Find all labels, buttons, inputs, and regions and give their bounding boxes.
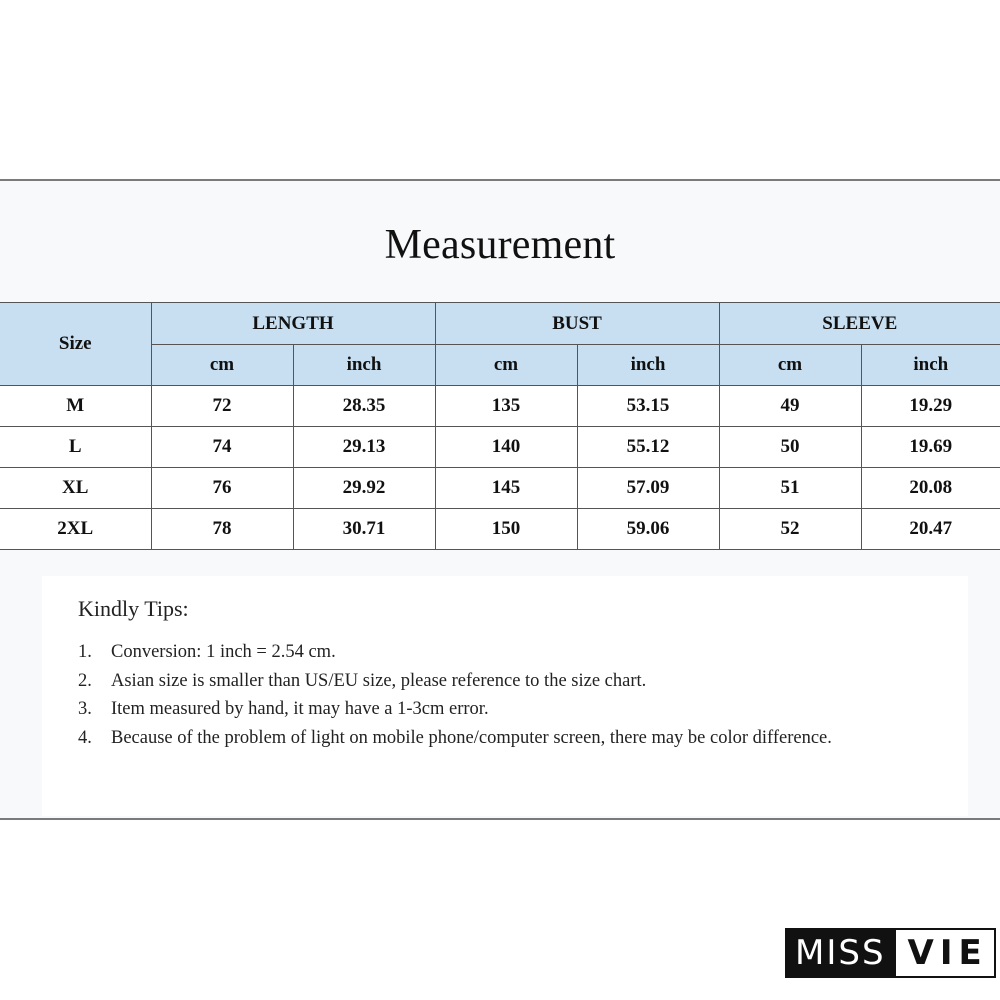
table-row [0,509,1000,550]
unit-header: inch [861,345,1000,386]
list-item [78,638,898,667]
table-cell: 55.12 [577,427,719,468]
size-cell: XL [0,468,151,509]
page-title: Measurement [384,222,616,268]
unit-header: inch [293,345,435,386]
table-cell: 76 [151,468,293,509]
unit-header: cm [435,345,577,386]
group-header-bust: BUST [435,303,719,345]
table-cell: 78 [151,509,293,550]
unit-header: cm [719,345,861,386]
list-item [78,695,898,724]
size-cell: M [0,386,151,427]
table-cell: 29.92 [293,468,435,509]
table-cell: 30.71 [293,509,435,550]
table-row [0,386,1000,427]
list-item [78,667,898,696]
table-cell: 50 [719,427,861,468]
table-cell: 20.08 [861,468,1000,509]
table-cell: 145 [435,468,577,509]
tip-text: Asian size is smaller than US/EU size, please reference to the size chart. [111,670,647,691]
table-cell: 57.09 [577,468,719,509]
tips-title: Kindly Tips: [78,596,189,621]
group-header-sleeve: SLEEVE [719,303,1000,345]
table-cell: 29.13 [293,427,435,468]
table-cell: 49 [719,386,861,427]
table-cell: 150 [435,509,577,550]
tip-number: 4. [78,727,92,748]
unit-header: cm [151,345,293,386]
table-cell: 74 [151,427,293,468]
kindly-tips-box [42,576,968,816]
unit-header: inch [577,345,719,386]
logo-text-right: VIE [907,933,988,973]
table-row [0,427,1000,468]
table-cell: 140 [435,427,577,468]
brand-logo [785,928,996,978]
size-cell: 2XL [0,509,151,550]
table-cell: 72 [151,386,293,427]
table-cell: 19.69 [861,427,1000,468]
measurement-panel [0,179,1000,820]
tips-list [78,638,898,752]
table-cell: 59.06 [577,509,719,550]
table-cell: 53.15 [577,386,719,427]
tip-number: 1. [78,642,92,662]
logo-text-left: MISS [787,930,896,976]
list-item [78,724,898,753]
table-cell: 28.35 [293,386,435,427]
tip-text: Because of the problem of light on mobile phone/computer screen, there may be color difference. [111,727,832,748]
table-cell: 19.29 [861,386,1000,427]
tip-number: 3. [78,699,92,719]
tip-text: Item measured by hand, it may have a 1-3cm error. [111,699,489,719]
table-cell: 20.47 [861,509,1000,550]
table-cell: 135 [435,386,577,427]
group-header-length: LENGTH [151,303,435,345]
table-cell: 51 [719,468,861,509]
size-cell: L [0,427,151,468]
size-header: Size [0,303,151,386]
table-row [0,468,1000,509]
size-chart-table [0,302,1000,550]
tip-text: Conversion: 1 inch = 2.54 cm. [111,642,336,662]
tip-number: 2. [78,670,92,691]
table-cell: 52 [719,509,861,550]
